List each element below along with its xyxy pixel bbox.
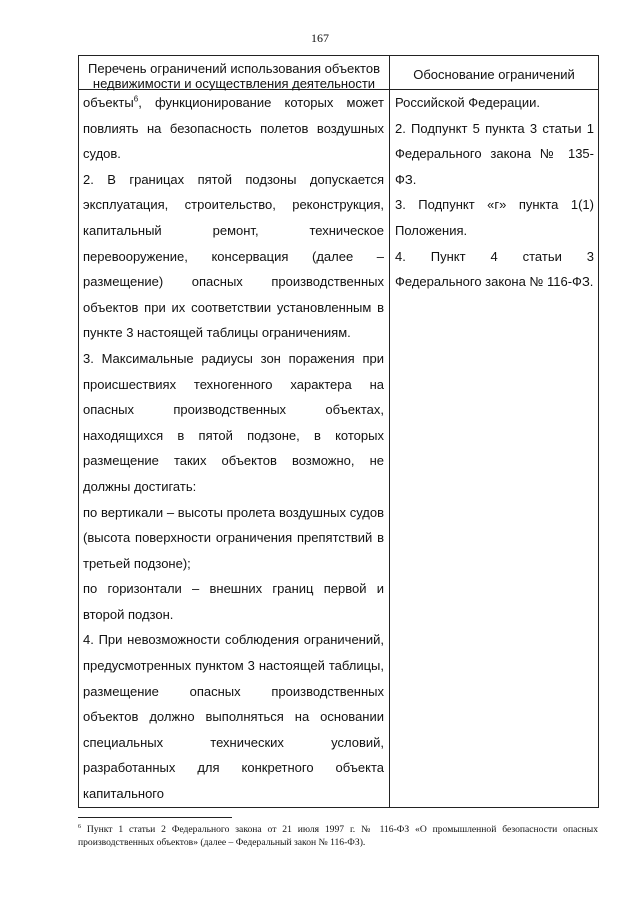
restriction-paragraph-6: 4. При невозможности соблюдения ограничений, предусмотренных пунктом 3 настоящей таблицы, размещение опасных производственных объектов должно выполняться на основании специальных технических условий, разработанных для конкретного объекта капитального	[83, 632, 384, 802]
justification-paragraph-4: 4. Пункт 4 статьи 3 Федерального закона № 116-ФЗ.	[395, 248, 594, 290]
restriction-paragraph-1-text: функционирование которых может повлиять на безопасность полетов воздушных судов.	[83, 95, 384, 162]
restrictions-cell	[79, 90, 390, 808]
restrictions-table	[78, 55, 599, 808]
justification-paragraph-2: 2. Подпункт 5 пункта 3 статьи 1 Федерального закона № 135-ФЗ.	[395, 120, 594, 187]
page-number: 167	[311, 31, 329, 45]
justification-text	[390, 90, 598, 295]
header-restrictions-list: Перечень ограничений использования объектов недвижимости и осуществления деятельности	[88, 61, 380, 91]
footnote	[78, 823, 598, 849]
restriction-paragraph-5: по горизонтали – внешних границ первой и второй подзон.	[83, 581, 384, 622]
footnote-ref: 6	[133, 94, 139, 104]
header-cell-restrictions	[79, 56, 390, 90]
restriction-paragraph-2: 2. В границах пятой подзоны допускается эксплуатация, строительство, реконструкция, капитальный ремонт, техническое перевооружение, консервация (далее – размещение) опасных производственных объектов при их соответствии установленным в пункте 3 настоящей таблицы ограничениям.	[83, 171, 384, 341]
footnote-marker: 6	[78, 823, 81, 830]
justification-paragraph-1: Российской Федерации.	[395, 95, 540, 110]
restrictions-text	[79, 90, 389, 807]
restriction-first-word: объекты	[83, 95, 134, 110]
restriction-paragraph-4: по вертикали – высоты пролета воздушных судов (высота поверхности ограничения препятствий в третьей подзоне);	[83, 504, 384, 571]
justification-paragraph-3: 3. Подпункт «г» пункта 1(1) Положения.	[395, 197, 594, 238]
header-cell-justification	[390, 56, 599, 90]
header-justification: Обоснование ограничений	[413, 67, 575, 82]
justification-cell	[390, 90, 599, 808]
footnote-text: Пункт 1 статьи 2 Федерального закона от 21 июля 1997 г. № 116-ФЗ «О промышленной безопасности опасных производственных объектов» (далее – Федеральный закон № 116-ФЗ).	[78, 824, 598, 848]
table-header-row	[79, 56, 599, 90]
footnote-divider	[78, 817, 232, 818]
table-row	[79, 90, 599, 808]
restriction-paragraph-1: объекты$^6$, функционирование которых может повлиять на безопасность полетов воздушных судов.	[83, 94, 384, 162]
restriction-paragraph-3: 3. Максимальные радиусы зон поражения при происшествиях техногенного характера на опасных производственных объектах, находящихся в пятой подзоне, в которых размещение таких объектов возможно, не должны достигать:	[83, 350, 384, 494]
